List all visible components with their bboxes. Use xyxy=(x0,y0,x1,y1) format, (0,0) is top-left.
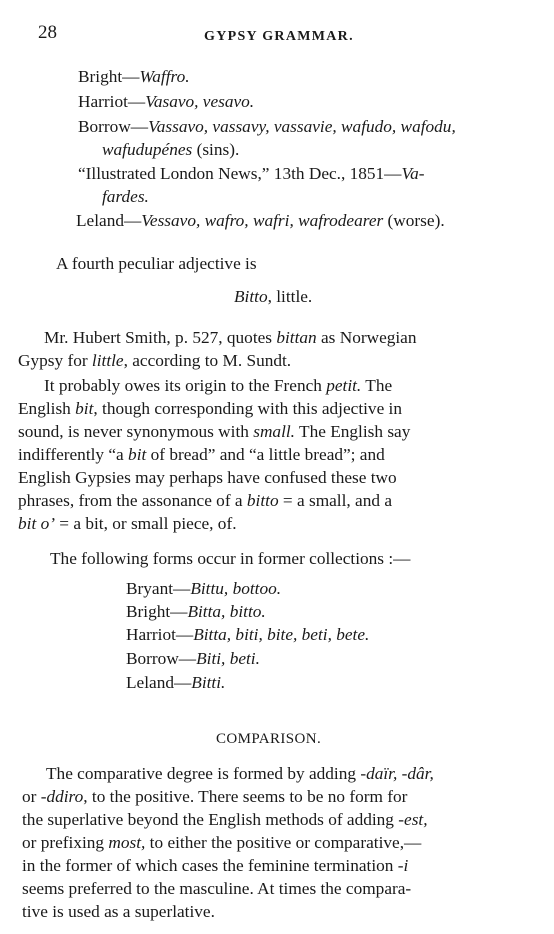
form-entry-ilnews: “Illustrated London News,” 13th Dec., 1851—Va- xyxy=(78,164,425,183)
intro-following-forms: The following forms occur in former collections :— xyxy=(50,549,411,568)
form-entry-bryant: Bryant—Bittu, bottoo. xyxy=(126,579,282,598)
paragraph-origin: It probably owes its origin to the French petit. The English bit, though corresponding with this adjective in sound, is never synonymous with small. The English say indifferently “a bit of bread” and “a little bread”; and English Gypsies may perhaps have confused these two phrases, from the assonance of a bitto = a small, and a bit o’ = a bit, or small piece, of. xyxy=(18,376,411,533)
form-entry-borrow-continuation: wafudupénes (sins). xyxy=(102,140,240,159)
intro-fourth-adjective: A fourth peculiar adjective is xyxy=(56,254,257,273)
paragraph-smith: Mr. Hubert Smith, p. 527, quotes bittan as Norwegian Gypsy for little, according to M. Sundt. xyxy=(18,328,417,370)
form-entry-leland: Leland—Vessavo, wafro, wafri, wafrodearer (worse). xyxy=(76,211,445,230)
form-entry-harriot: Harriot—Vasavo, vesavo. xyxy=(78,92,255,111)
form-entry-ilnews-continuation: fardes. xyxy=(102,187,149,206)
paragraph-comparison: The comparative degree is formed by adding -daïr, -dâr, or -ddiro, to the positive. There seems to be no form for the superlative beyond the English methods of adding -est, or prefixing most, to either the positive or comparative,— in the former of which cases the feminine termination -i seems preferred to the masculine. At times the compara- tive is used as a superlative. xyxy=(22,764,434,921)
form-entry-harriot: Harriot—Bitta, biti, bite, beti, bete. xyxy=(126,625,370,644)
page-number: 28 xyxy=(38,22,57,43)
form-entry-leland: Leland—Bitti. xyxy=(126,673,226,692)
form-entry-borrow: Borrow—Vassavo, vassavy, vassavie, wafudo, wafodu, xyxy=(78,117,456,136)
section-heading-comparison: COMPARISON. xyxy=(216,731,322,747)
form-entry-bright: Bright—Bitta, bitto. xyxy=(126,602,266,621)
form-entry-bright: Bright—Waffro. xyxy=(78,67,190,86)
form-entry-borrow: Borrow—Biti, beti. xyxy=(126,649,260,668)
running-title: GYPSY GRAMMAR. xyxy=(204,29,354,44)
headword-bitto: Bitto, little. xyxy=(234,287,313,306)
